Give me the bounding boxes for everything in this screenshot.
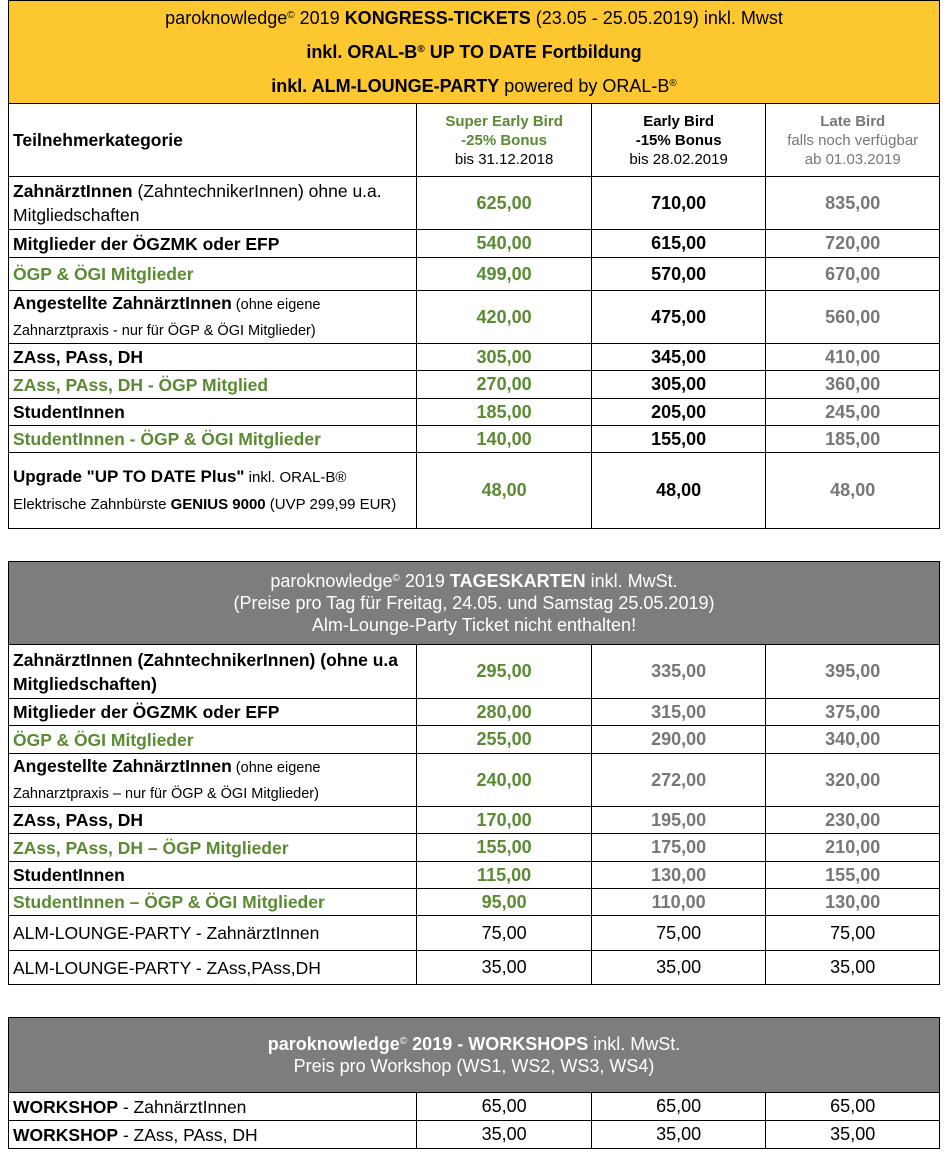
price-early: 35,00 [591,951,766,985]
day-subtitle-2: Alm-Lounge-Party Ticket nicht enthalten! [311,615,637,635]
price-early: 710,00 [591,177,766,230]
category-cell: Mitglieder der ÖGZMK oder EFP [9,230,417,258]
price-late: 835,00 [766,177,940,230]
table-row [9,177,940,230]
price-late: 410,00 [766,344,940,371]
title-rest: inkl. MwSt. [585,571,678,591]
late-availability: falls noch verfügbar [787,131,919,149]
table-row [9,862,940,889]
category-bold: WORKSHOP [13,1096,118,1117]
price-super-early: 35,00 [417,951,592,985]
subtitle-1-part-a: inkl. ORAL-B [306,42,418,62]
table-row [9,754,940,807]
workshop-header-row [9,1018,940,1093]
price-super-early: 170,00 [417,807,592,834]
price-early: 75,00 [591,916,766,951]
workshop-subtitle: Preis pro Workshop (WS1, WS2, WS3, WS4) [293,1056,655,1076]
table-row [9,951,940,985]
upgrade-model: GENIUS 9000 [170,495,266,513]
upgrade-rest-1: inkl. ORAL-B® Elektrische Zahnbürste [13,468,347,513]
category-rest: - ZahnärztInnen [118,1096,247,1117]
category-cell: ZAss, PAss, DH – ÖGP Mitglieder [9,834,417,862]
table-row [9,291,940,344]
price-super-early: 499,00 [417,258,592,291]
table-row [9,344,940,371]
congress-subtitle-2 [9,69,939,103]
price-early: 345,00 [591,344,766,371]
copyright-mark: © [392,573,400,584]
copyright-mark: © [287,10,295,21]
late-date: ab 01.03.2019 [804,150,901,168]
table-row [9,399,940,426]
category-cell: ALM-LOUNGE-PARTY - ZahnärztInnen [9,916,417,951]
price-early: 175,00 [591,834,766,862]
price-super-early: 540,00 [417,230,592,258]
brand-name: paroknowledge [267,1034,400,1054]
table-row [9,726,940,754]
price-late: 340,00 [766,726,940,754]
category-cell: StudentInnen - ÖGP & ÖGI Mitglieder [9,426,417,453]
category-cell [9,754,417,807]
early-bonus: -15% Bonus [635,131,722,149]
price-super-early: 155,00 [417,834,592,862]
category-bold: ZahnärztInnen [13,181,133,201]
early-label: Early Bird [643,112,715,130]
table-row [9,1121,940,1149]
price-late: 48,00 [766,453,940,529]
title-bold: TAGESKARTEN [449,571,586,591]
super-early-date: bis 31.12.2018 [454,150,554,168]
price-early: 615,00 [591,230,766,258]
early-date: bis 28.02.2019 [629,150,728,168]
price-early: 110,00 [591,889,766,916]
price-late: 65,00 [766,1093,940,1121]
registered-mark: ® [417,44,425,55]
price-late: 35,00 [766,951,940,985]
price-super-early: 75,00 [417,916,592,951]
upgrade-rest-2: (UVP 299,99 EUR) [265,495,397,513]
workshop-table [8,1017,940,1149]
price-early: 315,00 [591,699,766,726]
category-cell: Mitglieder der ÖGZMK oder EFP [9,699,417,726]
subtitle-1-part-b: UP TO DATE Fortbildung [424,42,642,62]
late-header [766,104,940,177]
brand-name: paroknowledge [165,8,288,28]
congress-ticket-table [8,0,940,529]
category-cell: StudentInnen – ÖGP & ÖGI Mitglieder [9,889,417,916]
subtitle-2-rest: powered by ORAL-B [499,76,670,96]
title-rest: (23.05 - 25.05.2019) inkl. Mwst [530,8,783,28]
price-super-early: 280,00 [417,699,592,726]
price-super-early: 240,00 [417,754,592,807]
price-late: 75,00 [766,916,940,951]
price-late: 670,00 [766,258,940,291]
price-early: 205,00 [591,399,766,426]
price-late: 360,00 [766,371,940,399]
category-cell: ALM-LOUNGE-PARTY - ZAss,PAss,DH [9,951,417,985]
price-early: 35,00 [591,1121,766,1149]
table-row [9,230,940,258]
price-super-early: 255,00 [417,726,592,754]
title-rest: inkl. MwSt. [588,1034,681,1054]
price-super-early: 140,00 [417,426,592,453]
category-bold: WORKSHOP [13,1124,118,1145]
congress-title [9,1,939,35]
upgrade-category-cell [9,453,417,529]
day-header-row [9,562,940,645]
super-early-label: Super Early Bird [445,112,563,130]
day-header [9,562,940,645]
price-late: 395,00 [766,645,940,699]
category-cell [9,177,417,230]
price-early: 272,00 [591,754,766,807]
category-cell: StudentInnen [9,399,417,426]
price-early: 195,00 [591,807,766,834]
workshop-header [9,1018,940,1093]
price-late: 230,00 [766,807,940,834]
price-super-early: 35,00 [417,1121,592,1149]
table-row [9,258,940,291]
category-rest: (ohne eigene Zahnarztpraxis - nur für ÖGP & ÖGI Mitglieder) [13,297,321,339]
day-ticket-table [8,561,940,985]
price-super-early: 95,00 [417,889,592,916]
table-row [9,916,940,951]
title-bold: 2019 - WORKSHOPS [407,1034,589,1054]
price-super-early: 305,00 [417,344,592,371]
title-year: 2019 [294,8,345,28]
table-row [9,807,940,834]
price-early: 48,00 [591,453,766,529]
category-cell: ÖGP & ÖGI Mitglieder [9,258,417,291]
price-late: 375,00 [766,699,940,726]
super-early-header [417,104,592,177]
super-early-bonus: -25% Bonus [461,131,548,149]
price-early: 475,00 [591,291,766,344]
price-super-early: 48,00 [417,453,592,529]
table-row [9,453,940,529]
price-early: 335,00 [591,645,766,699]
category-rest: (ZahntechnikerInnen) ohne u.a. Mitgliedschaften [13,181,382,225]
price-late: 130,00 [766,889,940,916]
price-super-early: 625,00 [417,177,592,230]
early-header [591,104,766,177]
price-late: 720,00 [766,230,940,258]
brand-name: paroknowledge [270,571,393,591]
price-late: 210,00 [766,834,940,862]
upgrade-bold: Upgrade "UP TO DATE Plus" [13,466,245,486]
table-row [9,645,940,699]
table-row [9,1093,940,1121]
title-bold: KONGRESS-TICKETS [344,8,531,28]
price-super-early: 115,00 [417,862,592,889]
category-rest: - ZAss, PAss, DH [118,1124,258,1145]
price-early: 305,00 [591,371,766,399]
price-super-early: 65,00 [417,1093,592,1121]
table-row [9,699,940,726]
price-early: 290,00 [591,726,766,754]
congress-header-row [9,1,940,104]
price-late: 35,00 [766,1121,940,1149]
day-subtitle-1: (Preise pro Tag für Freitag, 24.05. und Samstag 25.05.2019) [233,593,715,613]
price-super-early: 420,00 [417,291,592,344]
table-row [9,426,940,453]
late-label: Late Bird [820,112,886,130]
column-header-row [9,104,940,177]
price-early: 130,00 [591,862,766,889]
congress-subtitle-1 [9,35,939,69]
price-late: 320,00 [766,754,940,807]
day-title [9,570,939,592]
table-row [9,889,940,916]
category-cell: ÖGP & ÖGI Mitglieder [9,726,417,754]
category-bold: Angestellte ZahnärztInnen [13,756,232,776]
copyright-mark: © [399,1036,408,1047]
price-late: 560,00 [766,291,940,344]
category-cell: ZAss, PAss, DH [9,807,417,834]
category-cell: ZAss, PAss, DH [9,344,417,371]
price-early: 155,00 [591,426,766,453]
category-cell [9,291,417,344]
price-early: 65,00 [591,1093,766,1121]
price-late: 245,00 [766,399,940,426]
price-late: 185,00 [766,426,940,453]
price-super-early: 295,00 [417,645,592,699]
price-early: 570,00 [591,258,766,291]
registered-mark: ® [669,78,677,89]
category-header: Teilnehmerkategorie [9,104,417,177]
category-cell: StudentInnen [9,862,417,889]
category-cell: ZahnärztInnen (ZahntechnikerInnen) (ohne u.a Mitgliedschaften) [9,645,417,699]
price-super-early: 185,00 [417,399,592,426]
subtitle-2-bold: inkl. ALM-LOUNGE-PARTY [271,76,500,96]
category-bold: Angestellte ZahnärztInnen [13,293,232,313]
table-row [9,371,940,399]
price-super-early: 270,00 [417,371,592,399]
workshop-title [9,1033,939,1055]
category-rest: (ohne eigene Zahnarztpraxis – nur für ÖGP & ÖGI Mitglieder) [13,760,321,802]
category-cell: ZAss, PAss, DH - ÖGP Mitglied [9,371,417,399]
title-year: 2019 [399,571,450,591]
category-cell [9,1121,417,1149]
table-row [9,834,940,862]
category-cell [9,1093,417,1121]
congress-header [9,1,940,104]
price-late: 155,00 [766,862,940,889]
